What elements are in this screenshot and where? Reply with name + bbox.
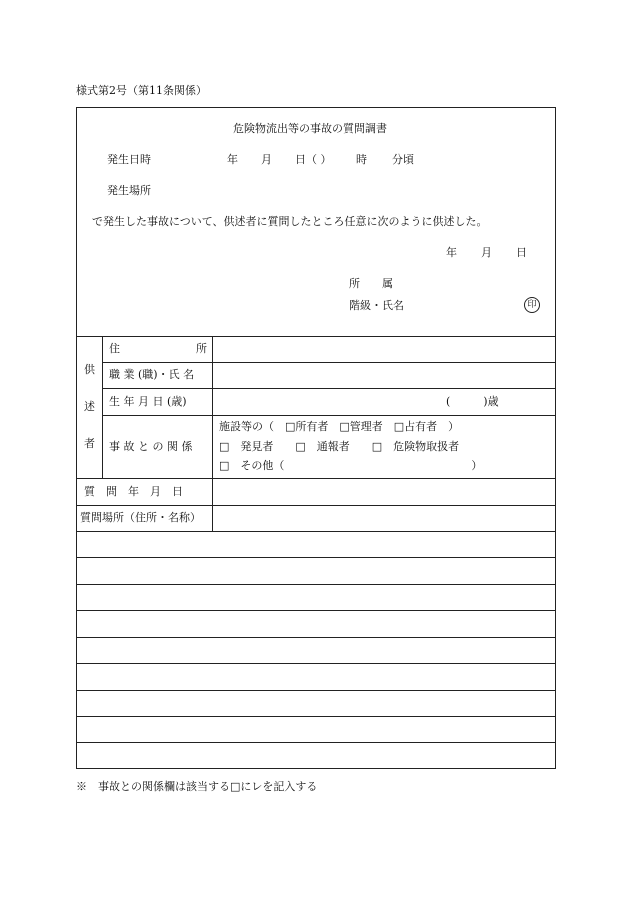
relation-label: 事 故 と の 関 係 (109, 440, 193, 453)
blank-row-rule (76, 584, 556, 585)
datetime-hour: 時 (356, 153, 367, 166)
relation-line-3: □ その他（ ） (219, 459, 483, 472)
occurrence-datetime-label: 発生日時 (107, 153, 151, 166)
relation-line-2: □ 発見者 □ 通報者 □ 危険物取扱者 (219, 440, 460, 453)
date-day: 日 (516, 246, 527, 259)
form-number: 様式第2号（第11条関係） (76, 84, 207, 97)
footnote: ※ 事故との関係欄は該当する□にレを記入する (76, 780, 318, 793)
birthdate-label: 生 年 月 日 (歳) (109, 395, 187, 408)
relation-line-1: 施設等の（ □所有者 □管理者 □占有者 ） (219, 420, 460, 433)
date-month: 月 (481, 246, 492, 259)
row-rule (76, 531, 556, 532)
form-title: 危険物流出等の事故の質問調書 (233, 122, 387, 135)
row-rule (102, 388, 556, 389)
deponent-group-char: 者 (84, 437, 95, 450)
table-top-rule (76, 336, 556, 337)
datetime-day: 日（ ） (295, 153, 332, 166)
affiliation-label: 所 属 (349, 277, 393, 290)
address-label-left: 住 (109, 342, 120, 355)
question-date-label: 質 問 年 月 日 (84, 485, 183, 498)
datetime-year: 年 (227, 153, 238, 166)
question-place-label: 質問場所（住所・名称） (80, 511, 201, 524)
seal-mark: 印 (524, 297, 540, 313)
deponent-group-divider (102, 336, 103, 478)
label-column-divider (212, 336, 213, 531)
row-rule (76, 505, 556, 506)
deponent-group-char: 供 (84, 363, 95, 376)
statement-text: で発生した事故について、供述者に質問したところ任意に次のように供述した。 (92, 215, 488, 228)
date-year: 年 (446, 246, 457, 259)
datetime-month: 月 (261, 153, 272, 166)
address-label-right: 所 (196, 342, 207, 355)
occupation-name-label: 職 業 (職)・氏 名 (109, 368, 195, 381)
blank-row-rule (76, 742, 556, 743)
occurrence-place-label: 発生場所 (107, 184, 151, 197)
blank-row-rule (76, 557, 556, 558)
deponent-group-char: 述 (84, 400, 95, 413)
blank-row-rule (76, 690, 556, 691)
rank-name-label: 階級・氏名 (349, 299, 404, 312)
blank-row-rule (76, 637, 556, 638)
row-rule (102, 362, 556, 363)
blank-row-rule (76, 663, 556, 664)
blank-row-rule (76, 716, 556, 717)
inquiry-form (76, 107, 556, 769)
age-field: ( )歳 (446, 395, 499, 408)
blank-row-rule (76, 610, 556, 611)
datetime-minute: 分頃 (392, 153, 414, 166)
row-rule (102, 415, 556, 416)
row-rule (76, 478, 556, 479)
